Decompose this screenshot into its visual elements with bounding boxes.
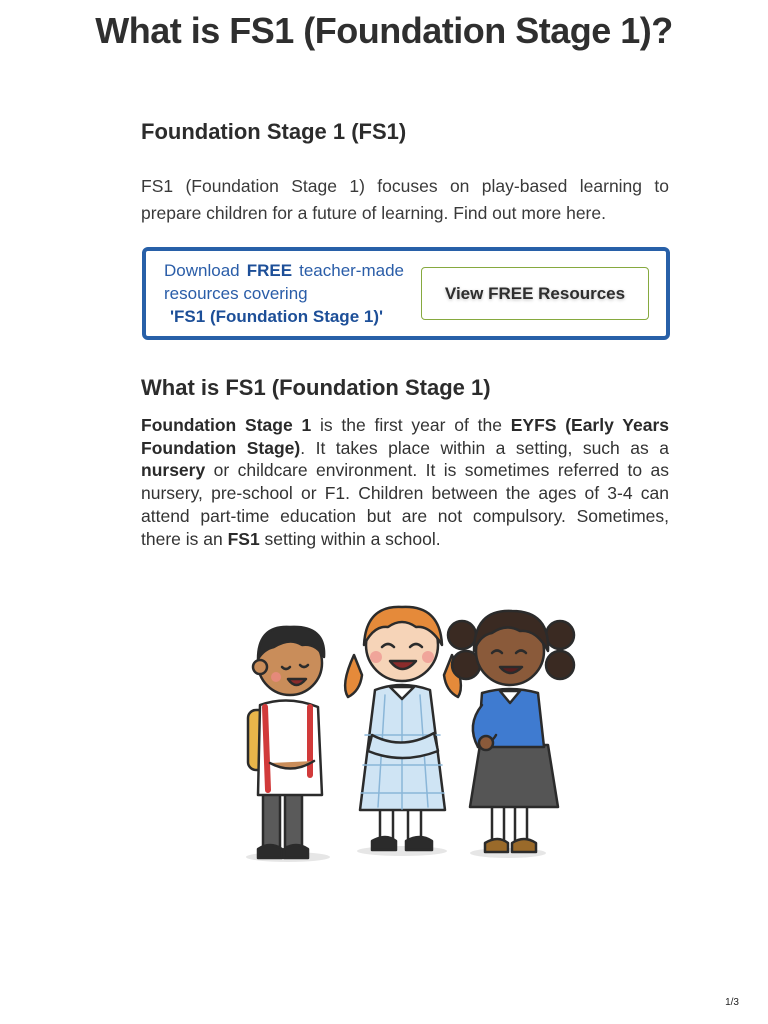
- bold-nursery: nursery: [141, 460, 206, 481]
- text-run: is the first year of the: [311, 415, 511, 435]
- resources-cta-box: [142, 247, 670, 340]
- text-run: or childcare environment. It is sometimes referred to as nursery, pre-school or F1. Children between the ages of 3-4 can attend part-time education but are not compulsory. Sometimes, there is an: [141, 460, 669, 549]
- body-paragraph: [141, 414, 669, 550]
- section-heading-what-is-fs1: What is FS1 (Foundation Stage 1): [141, 375, 491, 400]
- cta-text: [164, 259, 404, 328]
- boy-figure: [248, 627, 324, 858]
- text-run: setting within a school.: [259, 528, 441, 549]
- page-number: 1/3: [725, 997, 739, 1008]
- cta-resource-name: 'FS1 (Foundation Stage 1)': [170, 307, 384, 326]
- cta-download-text: Download: [164, 261, 240, 280]
- page-title: What is FS1 (Foundation Stage 1)?: [95, 10, 673, 51]
- cta-rest-text: teacher-made resources covering: [164, 261, 404, 303]
- section-heading-fs1: Foundation Stage 1 (FS1): [141, 119, 407, 144]
- text-run: . It takes place within a setting, such as a: [300, 437, 669, 458]
- girl-figure: [345, 607, 461, 850]
- cta-free-text: FREE: [246, 261, 293, 280]
- view-free-resources-button[interactable]: View FREE Resources: [421, 267, 649, 320]
- children-illustration: [230, 595, 580, 870]
- girl-right-figure: [448, 611, 574, 852]
- bold-eyfs: EYFS (Early Years Foundation Stage): [141, 415, 670, 458]
- intro-paragraph: FS1 (Foundation Stage 1) focuses on play-based learning to prepare children for a future of learning. Find out more here.: [141, 176, 669, 223]
- bold-fs1: Foundation Stage 1: [141, 415, 312, 435]
- bold-fs1-b: FS1: [227, 528, 260, 549]
